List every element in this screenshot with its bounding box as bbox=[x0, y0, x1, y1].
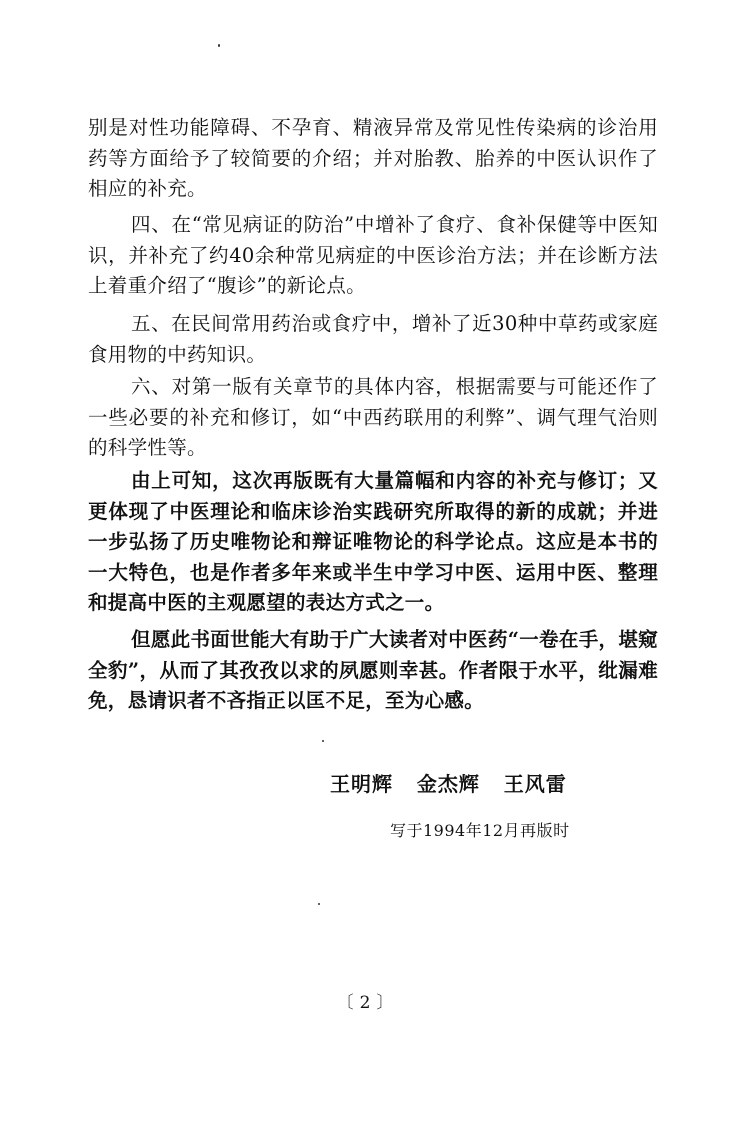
scan-speck bbox=[322, 740, 324, 742]
paragraph-item-four: 四、在“常见病证的防治”中增补了食疗、食补保健等中医知识，并补充了约40余种常见病症的中医诊治方法；并在诊断方法上着重介绍了“腹诊”的新论点。 bbox=[88, 213, 658, 297]
scan-speck bbox=[218, 44, 220, 47]
author-signature: 王明辉 金杰辉 王风雷 bbox=[330, 772, 567, 796]
page-number: 〔2〕 bbox=[336, 993, 400, 1013]
paragraph-item-six: 六、对第一版有关章节的具体内容，根据需要与可能还作了一些必要的补充和修订，如“中西药联用的利弊”、调气理气治则的科学性等。 bbox=[88, 375, 658, 459]
paragraph-continuation: 别是对性功能障碍、不孕育、精液异常及常见性传染病的诊治用药等方面给予了较简要的介绍；并对胎教、胎养的中医认识作了相应的补充。 bbox=[88, 116, 658, 200]
paragraph-closing: 但愿此书面世能大有助于广大读者对中医药“一卷在手，堪窥全豹”，从而了其孜孜以求的夙愿则幸甚。作者限于水平，纰漏难免，恳请识者不吝指正以匡不足，至为心感。 bbox=[88, 628, 658, 712]
paragraph-item-five: 五、在民间常用药治或食疗中，增补了近30种中草药或家庭食用物的中药知识。 bbox=[88, 312, 658, 366]
dateline: 写于1994年12月再版时 bbox=[390, 821, 570, 840]
scan-speck bbox=[318, 903, 320, 905]
paragraph-summary: 由上可知，这次再版既有大量篇幅和内容的补充与修订；又更体现了中医理论和临床诊治实践研究所取得的新的成就；并进一步弘扬了历史唯物论和辩证唯物论的科学论点。这应是本书的一大特色，也是作者多年来或半生中学习中医、运用中医、整理和提高中医的主观愿望的表达方式之一。 bbox=[88, 469, 658, 614]
